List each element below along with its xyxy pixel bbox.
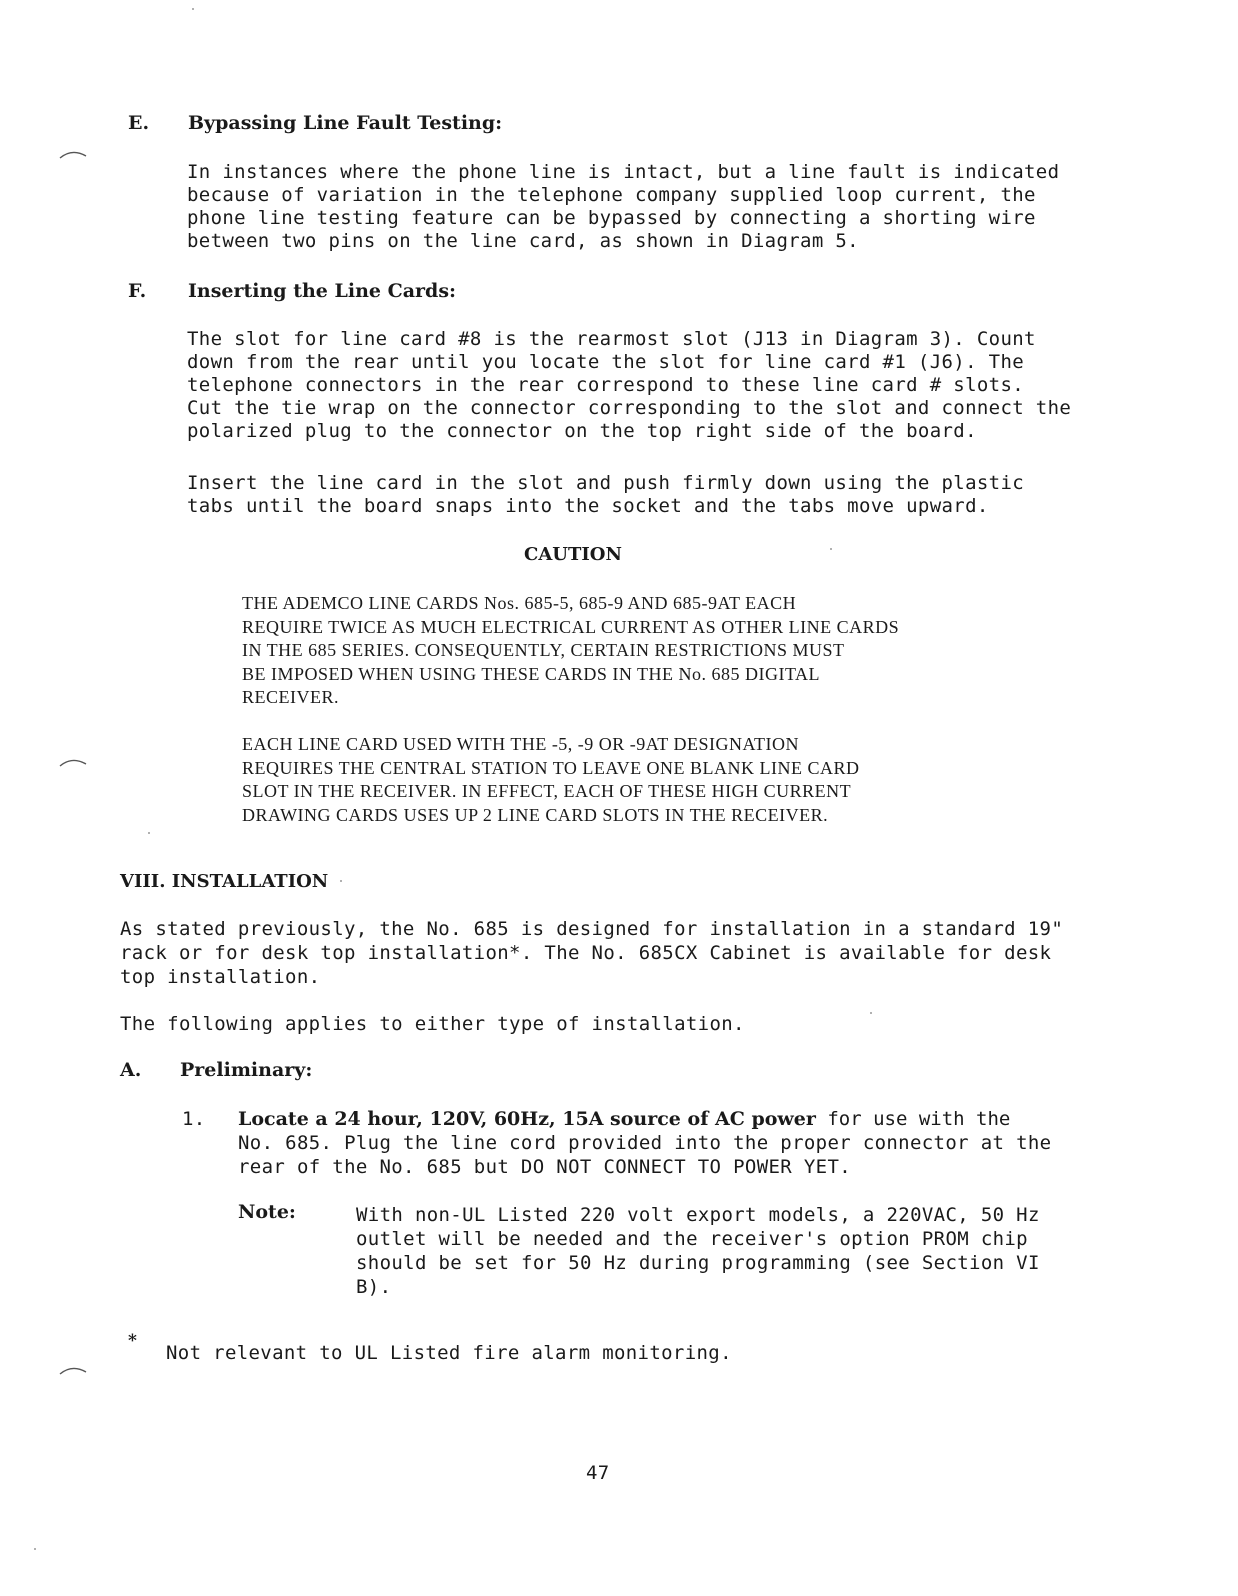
caution-para1-line: REQUIRE TWICE AS MUCH ELECTRICAL CURRENT AS OTHER LINE CARDS <box>242 616 900 637</box>
section-f-para1-line: down from the rear until you locate the slot for line card #1 (J6). The <box>187 351 1025 373</box>
section-f-para1-line: polarized plug to the connector on the top right side of the board. <box>187 420 977 442</box>
note-line: outlet will be needed and the receiver's option PROM chip <box>356 1228 1028 1250</box>
section-f-para2-line: tabs until the board snaps into the socket and the tabs move upward. <box>187 495 989 517</box>
item-1-line: No. 685. Plug the line cord provided into the proper connector at the <box>238 1132 1052 1154</box>
caution-para2-line: SLOT IN THE RECEIVER. IN EFFECT, EACH OF THESE HIGH CURRENT <box>242 781 852 801</box>
caution-para1-line: RECEIVER. <box>242 687 339 707</box>
caution-para2-line: EACH LINE CARD USED WITH THE -5, -9 OR -9AT DESIGNATION <box>242 734 799 754</box>
caution-para1-line: IN THE 685 SERIES. CONSEQUENTLY, CERTAIN RESTRICTIONS MUST <box>242 640 845 660</box>
footnote-marker: * <box>128 1331 137 1351</box>
margin-mark <box>58 1366 88 1378</box>
scan-speck <box>148 832 150 834</box>
section-f-para1-line: The slot for line card #8 is the rearmost slot (J13 in Diagram 3). Count <box>187 328 1036 350</box>
note-label: Note: <box>238 1201 296 1223</box>
section-viii-para1-line: As stated previously, the No. 685 is designed for installation in a standard 19" <box>120 918 1064 940</box>
section-e-line: phone line testing feature can be bypassed by connecting a shorting wire <box>187 207 1036 229</box>
caution-para2-line: REQUIRES THE CENTRAL STATION TO LEAVE ONE BLANK LINE CARD <box>242 757 860 778</box>
caution-para1-line: BE IMPOSED WHEN USING THESE CARDS IN THE No. 685 DIGITAL <box>242 663 821 684</box>
section-f-para1-line: telephone connectors in the rear correspond to these line card # slots. <box>187 374 1025 396</box>
item-1-first-line <box>238 1108 1010 1131</box>
section-viii-para2: The following applies to either type of installation. <box>120 1013 745 1035</box>
scan-speck <box>340 880 342 882</box>
item-1-number: 1. <box>182 1108 206 1130</box>
section-f-letter: F. <box>128 280 147 302</box>
section-e-line: because of variation in the telephone company supplied loop current, the <box>187 184 1036 206</box>
note-line: B). <box>356 1276 392 1298</box>
margin-mark <box>58 758 88 770</box>
section-f-title: Inserting the Line Cards: <box>188 280 457 302</box>
section-e-letter: E. <box>128 112 150 134</box>
section-f-para1-line: Cut the tie wrap on the connector corresponding to the slot and connect the <box>187 397 1072 419</box>
section-e-line: between two pins on the line card, as shown in Diagram 5. <box>187 230 859 252</box>
note-line: With non-UL Listed 220 volt export models, a 220VAC, 50 Hz <box>356 1204 1040 1226</box>
scan-speck <box>34 1548 36 1550</box>
section-a-letter: A. <box>120 1059 142 1081</box>
scan-speck <box>870 1012 872 1014</box>
item-1-line1-rest: for use with the <box>815 1108 1011 1130</box>
section-a-title: Preliminary: <box>180 1059 313 1081</box>
scan-speck <box>192 8 194 10</box>
section-e-line: In instances where the phone line is intact, but a line fault is indicated <box>187 161 1060 183</box>
page-number: 47 <box>586 1462 610 1484</box>
item-1-bold-lead: Locate a 24 hour, 120V, 60Hz, 15A source of AC power <box>238 1108 816 1130</box>
footnote-text: Not relevant to UL Listed fire alarm monitoring. <box>166 1342 732 1364</box>
note-line: should be set for 50 Hz during programming (see Section VI <box>356 1252 1040 1274</box>
section-e-title: Bypassing Line Fault Testing: <box>188 112 503 134</box>
margin-mark <box>58 150 88 162</box>
caution-para2-line: DRAWING CARDS USES UP 2 LINE CARD SLOTS IN THE RECEIVER. <box>242 804 829 825</box>
section-viii-para1-line: rack or for desk top installation*. The No. 685CX Cabinet is available for desk <box>120 942 1052 964</box>
section-viii-title: VIII. INSTALLATION <box>120 871 329 892</box>
caution-title: CAUTION <box>524 544 622 565</box>
caution-para1-line: THE ADEMCO LINE CARDS Nos. 685-5, 685-9 AND 685-9AT EACH <box>242 593 797 613</box>
item-1-line: rear of the No. 685 but DO NOT CONNECT TO POWER YET. <box>238 1156 852 1178</box>
section-f-para2-line: Insert the line card in the slot and push firmly down using the plastic <box>187 472 1025 494</box>
scan-speck <box>830 548 832 550</box>
section-viii-para1-line: top installation. <box>120 966 321 988</box>
